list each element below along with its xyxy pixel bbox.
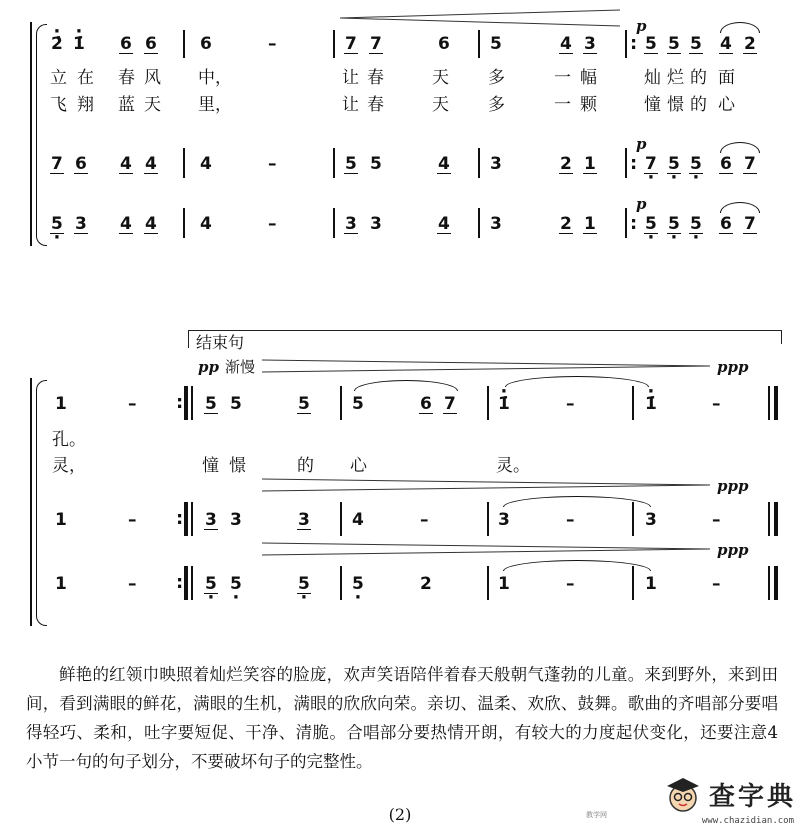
end-dynamic: ppp — [717, 358, 749, 376]
note: 1 — [55, 394, 67, 414]
final-barline — [768, 566, 770, 600]
lyric-syllable: 天 — [432, 95, 449, 115]
note: 2 — [420, 574, 432, 594]
final-barline — [774, 502, 778, 536]
note: – — [712, 574, 721, 594]
note: – — [420, 510, 429, 530]
diminuendo-hairpin — [262, 478, 710, 492]
lyric-syllable: 风 — [144, 68, 161, 88]
note: 5 — [298, 394, 310, 414]
barline — [487, 386, 489, 420]
note: · 2̇ — [51, 34, 63, 54]
note: 6 — [145, 34, 157, 54]
lyric-syllable: 天 — [144, 95, 161, 115]
lyric-syllable: 飞 — [50, 95, 67, 115]
note: · 5 — [298, 574, 310, 594]
dynamic-mark: p — [636, 195, 647, 213]
barline — [340, 566, 342, 600]
lyric-syllable: 天 — [432, 68, 449, 88]
lyric-syllable: 一 — [554, 95, 571, 115]
lyric-syllable: 春 — [118, 68, 135, 88]
lyric-syllable: 在 — [77, 68, 94, 88]
repeat-barline — [191, 386, 193, 420]
repeat-barline — [184, 502, 188, 536]
barline — [487, 566, 489, 600]
note: 4 — [720, 34, 732, 54]
note: – — [566, 394, 575, 414]
note: 4 — [560, 34, 572, 54]
system-brace — [36, 380, 47, 626]
note: 3 — [584, 34, 596, 54]
lyric-syllable: 春 — [367, 95, 384, 115]
repeat-barline — [191, 502, 193, 536]
lyric-syllable: 憧 — [202, 456, 219, 476]
note: – — [712, 394, 721, 414]
lyric-syllable: 蓝 — [118, 95, 135, 115]
note: 6 — [120, 34, 132, 54]
note: 3 — [205, 510, 217, 530]
repeat-dots: : — [176, 572, 184, 593]
note: 7 — [744, 214, 756, 234]
note: 5 — [370, 154, 382, 174]
note: 7 — [444, 394, 456, 414]
note: · 5 — [690, 214, 702, 234]
slur — [354, 380, 458, 391]
note: 4 — [120, 214, 132, 234]
note: 3 — [498, 510, 510, 530]
note: 5 — [690, 34, 702, 54]
lyric-syllable: 翔 — [77, 95, 94, 115]
lyric-syllable: 一 — [554, 68, 571, 88]
note: 4 — [200, 214, 212, 234]
lyric-syllable: 春 — [367, 68, 384, 88]
note: 3 — [645, 510, 657, 530]
watermark-side-text: 教学网 — [586, 811, 607, 819]
note: 5 — [352, 394, 364, 414]
tempo-text: 渐慢 — [225, 358, 256, 376]
section-label: 结束句 — [196, 333, 245, 352]
note: · 7 — [645, 154, 657, 174]
note: 4 — [438, 214, 450, 234]
note: 1 — [498, 574, 510, 594]
barline — [632, 386, 634, 420]
note: 1 — [55, 574, 67, 594]
note: 3 — [230, 510, 242, 530]
lyric-syllable: 憬 — [667, 95, 684, 115]
section-bracket-left — [188, 330, 189, 348]
barline — [340, 386, 342, 420]
final-barline — [768, 502, 770, 536]
note: 4 — [145, 214, 157, 234]
watermark-url: www.chazidian.com — [701, 816, 794, 826]
barline — [478, 208, 480, 238]
note: 2 — [560, 214, 572, 234]
section-bracket-line — [188, 330, 782, 331]
tie — [505, 376, 649, 387]
final-barline — [768, 386, 770, 420]
repeat-barline — [184, 386, 188, 420]
note: 2 — [560, 154, 572, 174]
note: 6 — [200, 34, 212, 54]
note: · 5 — [51, 214, 63, 234]
note: – — [128, 394, 137, 414]
section-bracket-right — [781, 330, 782, 344]
lyric-syllable: 烂 — [667, 68, 684, 88]
lyric-syllable: 面 — [718, 68, 735, 88]
system-brace — [36, 24, 47, 246]
lyric-syllable: 灿 — [644, 68, 661, 88]
repeat-barline — [191, 566, 193, 600]
lyric-syllable: 的 — [690, 68, 707, 88]
note: · 1̇ — [73, 34, 85, 54]
barline — [333, 148, 335, 178]
note: 7 — [744, 154, 756, 174]
barline — [478, 30, 480, 58]
lyric-syllable: 里， — [198, 95, 232, 115]
repeat-dots: : — [176, 392, 184, 413]
repeat-dots: : — [630, 153, 638, 174]
note: 4 — [145, 154, 157, 174]
lyric-syllable: 孔。 — [52, 430, 86, 450]
lyric-syllable: 的 — [690, 95, 707, 115]
note: 3 — [490, 214, 502, 234]
note: 6 — [720, 154, 732, 174]
barline — [625, 208, 627, 238]
note: – — [128, 574, 137, 594]
lyric-syllable: 心 — [718, 95, 735, 115]
note: 7 — [345, 34, 357, 54]
note: – — [268, 214, 277, 234]
repeat-dots: : — [630, 213, 638, 234]
lyric-syllable: 中， — [198, 68, 232, 88]
note: – — [268, 34, 277, 54]
crescendo-hairpin — [340, 8, 620, 28]
note: – — [268, 154, 277, 174]
note: · 5 — [205, 574, 217, 594]
barline — [340, 502, 342, 536]
barline — [333, 30, 335, 58]
slur — [720, 22, 760, 33]
note: · 5 — [230, 574, 242, 594]
diminuendo-hairpin — [262, 359, 710, 373]
end-dynamic: ppp — [717, 477, 749, 495]
lyric-syllable: 灵。 — [496, 456, 530, 476]
note: 5 — [668, 34, 680, 54]
note: · 5 — [645, 214, 657, 234]
lyric-syllable: 多 — [488, 68, 505, 88]
repeat-dots: : — [630, 33, 638, 54]
end-dynamic: ppp — [717, 541, 749, 559]
note: 5 — [490, 34, 502, 54]
lyric-syllable: 的 — [297, 456, 314, 476]
barline — [183, 30, 185, 58]
lyric-syllable: 灵， — [52, 456, 86, 476]
note: 4 — [200, 154, 212, 174]
repeat-barline — [184, 566, 188, 600]
mascot-icon — [663, 774, 703, 814]
barline — [333, 208, 335, 238]
slur — [720, 142, 760, 153]
barline — [632, 502, 634, 536]
note: · 5 — [668, 154, 680, 174]
note: 4 — [120, 154, 132, 174]
note: 3 — [370, 214, 382, 234]
note: 5 — [645, 34, 657, 54]
note: 3 — [75, 214, 87, 234]
barline — [632, 566, 634, 600]
lyric-syllable: 心 — [350, 456, 367, 476]
lyric-syllable: 颗 — [580, 95, 597, 115]
tie — [503, 560, 651, 571]
lyric-syllable: 让 — [342, 95, 359, 115]
dynamic-mark: p — [636, 17, 647, 35]
lyric-syllable: 让 — [342, 68, 359, 88]
page-number: (2) — [388, 805, 412, 824]
note: · 5 — [352, 574, 364, 594]
lyric-syllable: 多 — [488, 95, 505, 115]
note: · 1̇ — [498, 394, 510, 414]
diminuendo-hairpin — [262, 542, 710, 556]
note: – — [566, 510, 575, 530]
note: – — [566, 574, 575, 594]
tie — [503, 496, 651, 507]
watermark-name: 查字典 — [708, 781, 796, 812]
lyric-syllable: 憧 — [644, 95, 661, 115]
note: 3 — [298, 510, 310, 530]
barline — [625, 30, 627, 58]
note: 1 — [645, 574, 657, 594]
note: 1 — [55, 510, 67, 530]
note: 6 — [420, 394, 432, 414]
note: 3 — [490, 154, 502, 174]
watermark — [663, 774, 796, 814]
barline — [183, 208, 185, 238]
lyric-syllable: 幅 — [580, 68, 597, 88]
slur — [720, 202, 760, 213]
lyric-syllable: 憬 — [229, 456, 246, 476]
note: 1 — [584, 154, 596, 174]
note: 5 — [345, 154, 357, 174]
note: 4 — [352, 510, 364, 530]
note: · 5 — [690, 154, 702, 174]
note: 7 — [370, 34, 382, 54]
note: 6 — [75, 154, 87, 174]
note: 4 — [438, 154, 450, 174]
note: 7 — [51, 154, 63, 174]
description-paragraph: 鲜艳的红领巾映照着灿烂笑容的脸庞，欢声笑语陪伴着春天般朝气蓬勃的儿童。来到野外，来到田间，看到满眼的鲜花，满眼的生机，满眼的欣欣向荣。亲切、温柔、欢欣、鼓舞。歌曲的齐唱部分要唱得轻巧、柔和，吐字要短促、干净、清脆。合唱部分要热情开朗，有较大的力度起伏变化，还要注意4小节一句的句子划分，不要破坏句子的完整性。 — [26, 665, 778, 771]
lyric-syllable: 立 — [50, 68, 67, 88]
system-bar-left — [30, 22, 32, 246]
note: · 5 — [668, 214, 680, 234]
note: – — [712, 510, 721, 530]
barline — [183, 148, 185, 178]
barline — [478, 148, 480, 178]
final-barline — [774, 566, 778, 600]
system-bar-left — [30, 378, 32, 626]
note: 6 — [720, 214, 732, 234]
repeat-dots: : — [176, 508, 184, 529]
barline — [625, 148, 627, 178]
final-barline — [774, 386, 778, 420]
note: 5 — [230, 394, 242, 414]
note: 5 — [205, 394, 217, 414]
note: 1 — [584, 214, 596, 234]
note: · 1̇ — [645, 394, 657, 414]
dynamic-mark: p — [636, 135, 647, 153]
note: 2 — [744, 34, 756, 54]
barline — [487, 502, 489, 536]
note: 3 — [345, 214, 357, 234]
note: – — [128, 510, 137, 530]
tempo-dynamic: pp — [198, 358, 219, 376]
note: 6 — [438, 34, 450, 54]
